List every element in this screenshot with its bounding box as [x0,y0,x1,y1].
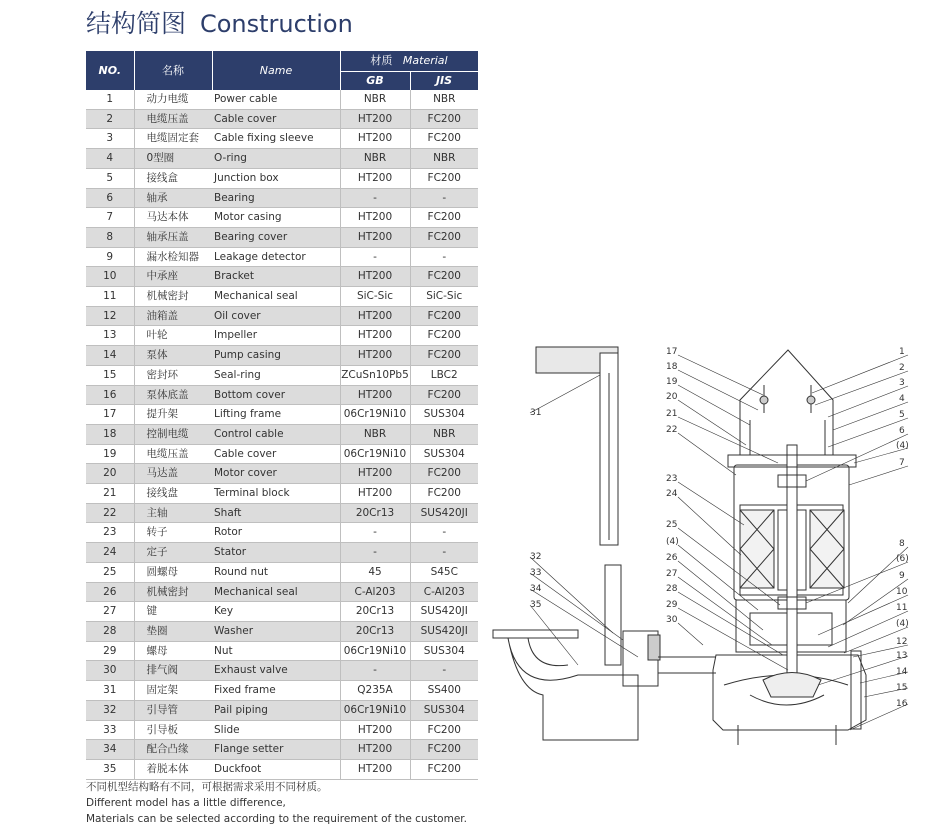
cell-en: Motor cover [212,464,340,484]
cell-no: 5 [86,168,134,188]
cell-no: 15 [86,365,134,385]
cell-en: Mechanical seal [212,582,340,602]
cell-no: 10 [86,267,134,287]
cell-en: Cable fixing sleeve [212,129,340,149]
cell-no: 13 [86,326,134,346]
label-34: 34 [530,584,542,594]
cell-cn: 引导管 [134,700,212,720]
table-row [86,681,478,701]
label-25: 25 [666,520,678,530]
cell-en: Power cable [212,90,340,109]
cell-no: 28 [86,621,134,641]
cell-no: 22 [86,503,134,523]
cell-no: 2 [86,109,134,129]
cell-jis: FC200 [410,759,478,779]
cell-en: Bearing cover [212,227,340,247]
table-row [86,168,478,188]
cell-gb: - [340,247,410,267]
cell-gb: HT200 [340,306,410,326]
cell-jis: NBR [410,424,478,444]
title-en: Construction [199,10,353,38]
cell-gb: 06Cr19Ni10 [340,405,410,425]
cell-jis: FC200 [410,227,478,247]
cell-jis: FC200 [410,208,478,228]
cell-en: Oil cover [212,306,340,326]
header-jis: JIS [410,72,478,91]
cell-gb: 20Cr13 [340,621,410,641]
cell-en: Terminal block [212,484,340,504]
cell-en: Exhaust valve [212,661,340,681]
cell-jis: SS400 [410,681,478,701]
cell-en: Flange setter [212,740,340,760]
cell-cn: 叶轮 [134,326,212,346]
cell-cn: 0型圈 [134,149,212,169]
cell-no: 32 [86,700,134,720]
cell-cn: 泵体底盖 [134,385,212,405]
cell-cn: 密封环 [134,365,212,385]
title-cn: 结构简图 [86,9,187,38]
table-row [86,267,478,287]
label-14: 14 [896,667,908,677]
cell-en: Stator [212,543,340,563]
cell-gb: HT200 [340,484,410,504]
cell-cn: 轴承 [134,188,212,208]
cell-en: Mechanical seal [212,287,340,307]
cell-gb: HT200 [340,168,410,188]
note-en-1: Different model has a little difference, [86,797,286,809]
cell-gb: HT200 [340,346,410,366]
cell-no: 16 [86,385,134,405]
cell-cn: 键 [134,602,212,622]
table-row [86,464,478,484]
cell-jis: - [410,523,478,543]
header-name-cn: 名称 [134,51,212,90]
table-row [86,346,478,366]
cell-gb: NBR [340,424,410,444]
label-2: 2 [899,363,905,373]
cell-en: Leakage detector [212,247,340,267]
table-row [86,306,478,326]
cell-en: Lifting frame [212,405,340,425]
table-row [86,424,478,444]
cell-cn: 螺母 [134,641,212,661]
cell-en: Cable cover [212,444,340,464]
cell-no: 30 [86,661,134,681]
label-15: 15 [896,683,908,693]
footnotes [86,779,467,827]
cell-no: 23 [86,523,134,543]
cell-cn: 定子 [134,543,212,563]
cell-jis: S45C [410,562,478,582]
cell-no: 29 [86,641,134,661]
cell-gb: HT200 [340,385,410,405]
table-row [86,188,478,208]
label-1: 1 [899,347,905,357]
cell-jis: FC200 [410,385,478,405]
header-gb: GB [340,72,410,91]
table-row [86,208,478,228]
cell-gb: HT200 [340,227,410,247]
label-11: 11 [896,603,908,613]
cell-jis: SUS420JI [410,621,478,641]
cell-cn: 主轴 [134,503,212,523]
cell-jis: FC200 [410,720,478,740]
cell-gb: NBR [340,90,410,109]
table-row [86,129,478,149]
label-16: 16 [896,699,908,709]
table-row [86,109,478,129]
cell-en: Bracket [212,267,340,287]
cell-en: Motor casing [212,208,340,228]
cell-cn: 马达本体 [134,208,212,228]
cell-no: 4 [86,149,134,169]
cell-jis: SUS304 [410,444,478,464]
cell-en: Seal-ring [212,365,340,385]
table-row [86,90,478,109]
cell-gb: - [340,543,410,563]
cell-en: Fixed frame [212,681,340,701]
cell-en: Cable cover [212,109,340,129]
construction-drawing [488,335,933,755]
cell-gb: SiC-Sic [340,287,410,307]
cell-jis: FC200 [410,346,478,366]
cell-gb: HT200 [340,208,410,228]
table-row [86,562,478,582]
parts-table [86,51,479,780]
cell-en: Rotor [212,523,340,543]
cell-no: 24 [86,543,134,563]
cell-cn: 电缆压盖 [134,109,212,129]
cell-gb: Q235A [340,681,410,701]
cell-jis: FC200 [410,109,478,129]
note-en-2: Materials can be selected according to the requirement of the customer. [86,813,467,825]
cell-gb: HT200 [340,759,410,779]
label-7: 7 [899,458,905,468]
header-material [340,51,478,72]
cell-gb: - [340,661,410,681]
cell-jis: SUS304 [410,641,478,661]
cell-cn: 固定架 [134,681,212,701]
cell-cn: 泵体 [134,346,212,366]
cell-cn: 着脱本体 [134,759,212,779]
cell-gb: - [340,188,410,208]
label-23: 23 [666,474,678,484]
cell-gb: HT200 [340,720,410,740]
cell-cn: 排气阀 [134,661,212,681]
cell-en: Washer [212,621,340,641]
cell-gb: ZCuSn10Pb5 [340,365,410,385]
label-30: 30 [666,615,678,625]
cell-cn: 马达盖 [134,464,212,484]
cell-no: 7 [86,208,134,228]
cell-cn: 机械密封 [134,287,212,307]
cell-jis: FC200 [410,740,478,760]
cell-cn: 配合凸缘 [134,740,212,760]
cell-cn: 转子 [134,523,212,543]
cell-no: 1 [86,90,134,109]
cell-gb: 06Cr19Ni10 [340,444,410,464]
cell-no: 9 [86,247,134,267]
cell-cn: 动力电缆 [134,90,212,109]
cell-cn: 垫圈 [134,621,212,641]
cell-cn: 接线盒 [134,168,212,188]
cell-jis: FC200 [410,129,478,149]
cell-no: 21 [86,484,134,504]
cell-gb: HT200 [340,109,410,129]
cell-no: 3 [86,129,134,149]
label-8: 8 [899,539,905,549]
table-row [86,720,478,740]
label-6: 6 [899,426,905,436]
label-27: 27 [666,569,678,579]
label-26: 26 [666,553,678,563]
cell-cn: 接线盘 [134,484,212,504]
cell-no: 35 [86,759,134,779]
table-row [86,621,478,641]
cell-en: Slide [212,720,340,740]
cell-cn: 提升架 [134,405,212,425]
label-17: 17 [666,347,678,357]
table-row [86,700,478,720]
label-13: 13 [896,651,908,661]
cell-en: Control cable [212,424,340,444]
cell-jis: FC200 [410,267,478,287]
table-row [86,444,478,464]
cell-cn: 电缆固定套 [134,129,212,149]
label-4-b: (4) [896,441,909,451]
cell-jis: FC200 [410,326,478,346]
label-5: 5 [899,410,905,420]
cell-jis: - [410,661,478,681]
cell-en: Impeller [212,326,340,346]
label-31: 31 [530,408,542,418]
table-row [86,247,478,267]
label-4: 4 [899,394,905,404]
label-32: 32 [530,552,542,562]
cell-no: 8 [86,227,134,247]
cell-jis: - [410,543,478,563]
cell-jis: C-Al203 [410,582,478,602]
label-6-b: (6) [896,554,909,564]
cell-cn: 电缆压盖 [134,444,212,464]
cell-jis: - [410,247,478,267]
label-4-left: (4) [666,537,679,547]
cell-no: 25 [86,562,134,582]
cell-no: 17 [86,405,134,425]
cell-gb: 45 [340,562,410,582]
table-row [86,405,478,425]
cell-en: Shaft [212,503,340,523]
label-4-c: (4) [896,619,909,629]
label-29: 29 [666,600,678,610]
cell-cn: 圆螺母 [134,562,212,582]
table-row [86,740,478,760]
label-19: 19 [666,377,678,387]
cell-no: 34 [86,740,134,760]
table-row [86,365,478,385]
table-row [86,385,478,405]
cell-gb: 20Cr13 [340,503,410,523]
cell-gb: HT200 [340,326,410,346]
label-24: 24 [666,489,678,499]
page-title [86,4,353,40]
header-material-en: Material [402,54,448,67]
cell-gb: NBR [340,149,410,169]
table-row [86,287,478,307]
cell-cn: 机械密封 [134,582,212,602]
label-12: 12 [896,637,908,647]
label-9: 9 [899,571,905,581]
header-no: NO. [86,51,134,90]
cell-no: 12 [86,306,134,326]
cell-gb: 20Cr13 [340,602,410,622]
cell-cn: 漏水检知器 [134,247,212,267]
label-22: 22 [666,425,678,435]
cell-gb: 06Cr19Ni10 [340,641,410,661]
table-row [86,503,478,523]
cell-no: 18 [86,424,134,444]
cell-en: Round nut [212,562,340,582]
cell-jis: - [410,188,478,208]
cell-cn: 中承座 [134,267,212,287]
cell-no: 11 [86,287,134,307]
label-33: 33 [530,568,542,578]
cell-no: 27 [86,602,134,622]
cell-en: Pump casing [212,346,340,366]
table-row [86,227,478,247]
cell-cn: 引导板 [134,720,212,740]
cell-gb: HT200 [340,740,410,760]
table-row [86,602,478,622]
cell-no: 20 [86,464,134,484]
table-row [86,543,478,563]
cell-gb: - [340,523,410,543]
label-35: 35 [530,600,542,610]
cell-cn: 油箱盖 [134,306,212,326]
cell-en: Junction box [212,168,340,188]
cell-en: Pail piping [212,700,340,720]
label-20: 20 [666,392,678,402]
table-row [86,523,478,543]
cell-jis: NBR [410,90,478,109]
label-18: 18 [666,362,678,372]
cell-cn: 控制电缆 [134,424,212,444]
cell-no: 31 [86,681,134,701]
cell-gb: HT200 [340,129,410,149]
table-row [86,661,478,681]
cell-no: 6 [86,188,134,208]
cell-jis: SUS304 [410,700,478,720]
cell-no: 19 [86,444,134,464]
table-row [86,759,478,779]
table-row [86,326,478,346]
cell-jis: FC200 [410,464,478,484]
cell-jis: SUS304 [410,405,478,425]
cell-gb: HT200 [340,267,410,287]
cell-no: 14 [86,346,134,366]
label-21: 21 [666,409,678,419]
cell-jis: FC200 [410,306,478,326]
cell-en: O-ring [212,149,340,169]
label-3: 3 [899,378,905,388]
header-name-en: Name [212,51,340,90]
header-material-cn: 材质 [370,54,393,67]
cell-jis: SUS420JI [410,503,478,523]
table-row [86,149,478,169]
cell-jis: SiC-Sic [410,287,478,307]
cell-no: 33 [86,720,134,740]
cell-jis: SUS420JI [410,602,478,622]
cell-gb: HT200 [340,464,410,484]
cell-en: Bottom cover [212,385,340,405]
label-28: 28 [666,584,678,594]
note-cn: 不同机型结构略有不同，可根据需求采用不同材质。 [86,781,328,793]
table-row [86,484,478,504]
table-row [86,582,478,602]
cell-gb: C-Al203 [340,582,410,602]
cell-jis: NBR [410,149,478,169]
cell-jis: FC200 [410,484,478,504]
label-10: 10 [896,587,908,597]
cell-jis: FC200 [410,168,478,188]
cell-en: Duckfoot [212,759,340,779]
table-row [86,641,478,661]
cell-en: Bearing [212,188,340,208]
cell-en: Nut [212,641,340,661]
cell-cn: 轴承压盖 [134,227,212,247]
cell-no: 26 [86,582,134,602]
cell-gb: 06Cr19Ni10 [340,700,410,720]
cell-jis: LBC2 [410,365,478,385]
cell-en: Key [212,602,340,622]
